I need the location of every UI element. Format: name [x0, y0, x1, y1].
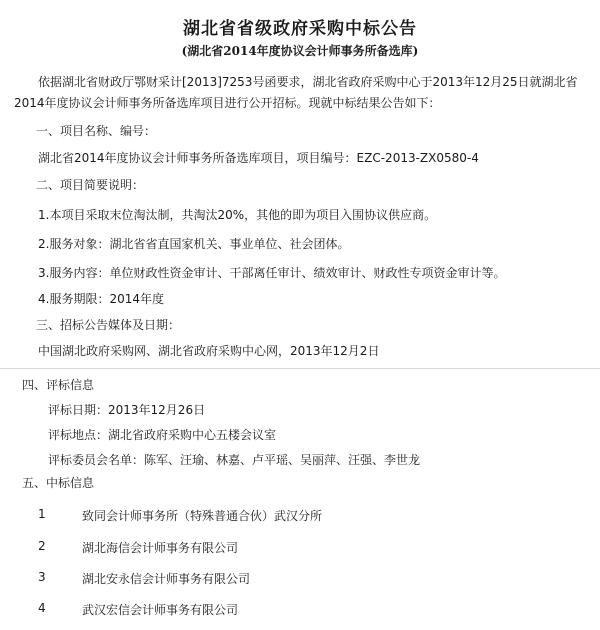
bidder-number: 1: [38, 507, 46, 521]
bidder-name: 湖北安永信会计师事务有限公司: [82, 572, 251, 586]
bidder-row: [0, 539, 600, 557]
bidder-row: [0, 570, 600, 588]
evaluation-committee: 评标委员会名单：陈军、汪瑜、林嘉、卢平瑶、吴丽萍、汪强、李世龙: [48, 453, 421, 467]
bidder-number: 3: [38, 570, 46, 584]
section2-item-2: 2.服务对象：湖北省省直国家机关、事业单位、社会团体。: [38, 237, 350, 251]
section2-item-1: 1.本项目采取末位淘汰制，共淘汰20%，其他的即为项目入围协议供应商。: [38, 208, 437, 222]
section-divider: [0, 368, 600, 369]
bidder-number: 4: [38, 601, 46, 615]
bidder-number: 2: [38, 539, 46, 553]
page-title: 湖北省省级政府采购中标公告: [183, 19, 417, 39]
section2-heading: 二、项目简要说明：: [36, 178, 145, 192]
section2-item-4: 4.服务期限：2014年度: [38, 292, 164, 306]
section1-heading: 一、项目名称、编号：: [36, 124, 157, 138]
evaluation-date: 评标日期：2013年12月26日: [48, 403, 206, 417]
section5-heading: 五、中标信息: [22, 476, 95, 490]
section4-heading: 四、评标信息: [22, 378, 95, 392]
page-subtitle: (湖北省2014年度协议会计师事务所备选库): [181, 44, 419, 58]
intro-paragraph: 依据湖北省财政厅鄂财采计[2013]7253号函要求，湖北省政府采购中心于2013年12月25日就湖北省2014年度协议会计师事务所备选库项目进行公开招标。现就中标结果公告如下：: [14, 75, 578, 110]
evaluation-location: 评标地点：湖北省政府采购中心五楼会议室: [48, 428, 277, 442]
bidder-name: 武汉宏信会计师事务有限公司: [82, 603, 239, 617]
section3-content: 中国湖北政府采购网、湖北省政府采购中心网，2013年12月2日: [38, 344, 380, 358]
bidder-row: [0, 507, 600, 525]
bidder-name: 湖北海信会计师事务有限公司: [82, 541, 239, 555]
bidder-name: 致同会计师事务所（特殊普通合伙）武汉分所: [82, 509, 323, 523]
section1-content: 湖北省2014年度协议会计师事务所备选库项目，项目编号：EZC-2013-ZX0580-4: [38, 151, 479, 165]
section2-item-3: 3.服务内容：单位财政性资金审计、干部离任审计、绩效审计、财政性专项资金审计等。: [38, 266, 506, 280]
section3-heading: 三、招标公告媒体及日期：: [36, 318, 181, 332]
bidder-row: [0, 601, 600, 619]
